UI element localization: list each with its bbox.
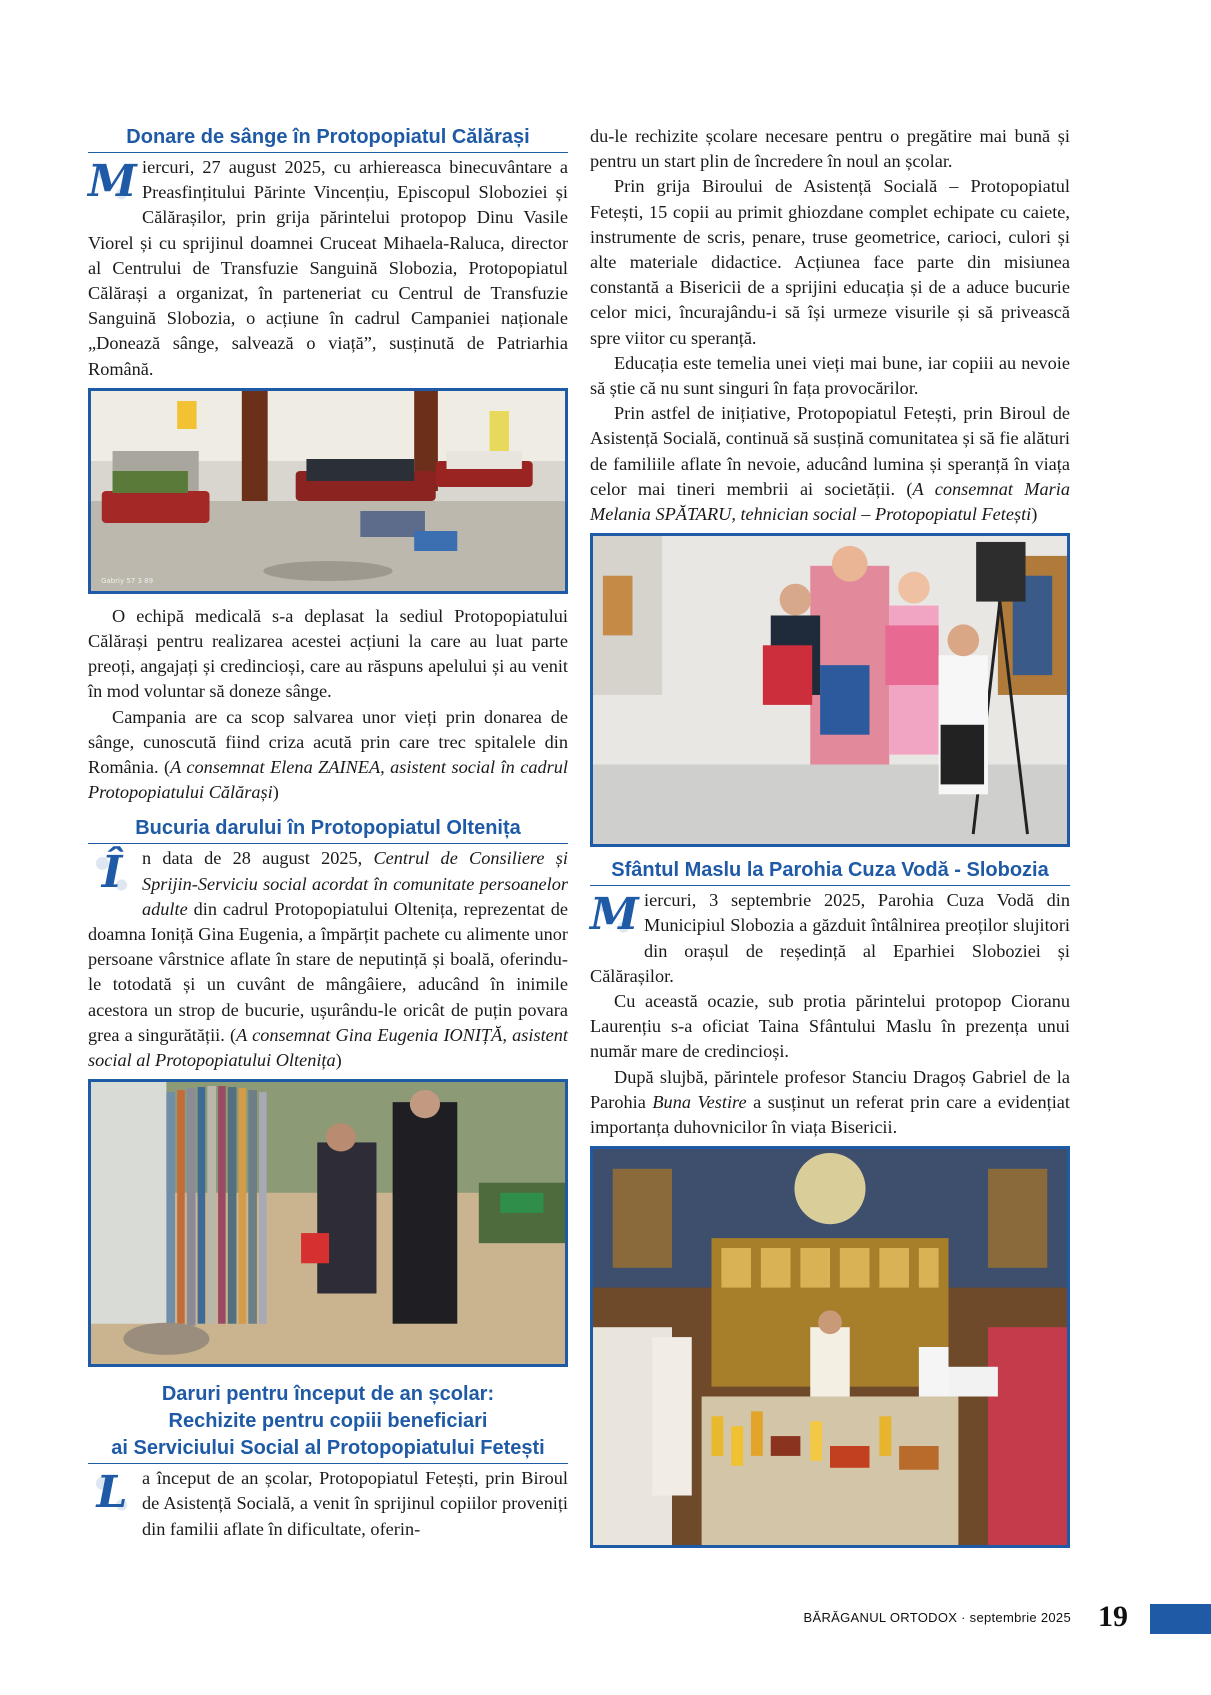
article-title-bucuria: Bucuria darului în Protopopiatul Oltenița <box>88 815 568 844</box>
page-footer <box>0 1600 1211 1634</box>
photo-blood-donation <box>88 388 568 594</box>
article-donare-p2: O echipă medicală s-a deplasat la sediul Protopopiatului Călărași pentru realizarea acestei acțiuni la care au luat parte preoți, angajați și credincioși, care au răspuns apelului și au venit în mod voluntar să doneze sânge. <box>88 605 568 702</box>
article-maslu-p3: După slujbă, părintele profesor Stanciu Dragoș Gabriel de la Parohia Buna Vestire a susținut un referat prin care a evidențiat importanța duhovnicilor în viața Bisericii. <box>590 1066 1070 1138</box>
article-daruri-p3: Educația este temelia unei vieți mai bune, iar copiii au nevoie să știe că nu sunt singuri în fața provocărilor. <box>590 352 1070 399</box>
article-bucuria-body: Î n data de 28 august 2025, Centrul de Consiliere și Sprijin-Serviciu social acordat în comunitate persoanelor adulte din cadrul Protopopiatului Oltenița, reprezentat de doamna Ioniță Gina Eugenia, a împărțit pachete cu alimente unor persoane vârstnice aflate în stare de neputință și boală, oferindu-le totodată și un cuvânt de mângâiere, aducând în inimile acestora un strop de bucurie, ușurându-le oricât de puțin povara grea a singurătății. (A consemnat Gina Eugenia IONIȚĂ, asistent social al Protopopiatului Oltenița) <box>88 847 568 1071</box>
dropcap-letter: M <box>88 156 137 207</box>
right-column <box>590 124 1070 1558</box>
photo-credit: Gabriy 57 3 89 <box>101 576 154 585</box>
article-maslu-p2: Cu această ocazie, sub protia părintelui protopop Cioranu Laurențiu s-a oficiat Taina Sfântului Maslu în prezența unui număr mare de credincioși. <box>590 991 1070 1062</box>
article-daruri-p4: Prin astfel de inițiative, Protopopiatul Fetești, prin Biroul de Asistență Socială, continuă să susțină comunitatea și să fie alături de familiile aflate în nevoie, aducând lumina și speranță în viața celor mai tineri membrii ai societății. (A consemnat Maria Melania SPĂTARU, tehnician social – Protopopiatul Fetești) <box>590 403 1070 525</box>
footer-accent-bar <box>1150 1604 1211 1634</box>
article-donare-intro: M iercuri, 27 august 2025, cu arhiereasca binecuvântare a Preasfințitului Părinte Vincențiu, Episcopul Sloboziei și Călărașilor, prin grija părintelui protopop Dinu Vasile Viorel și cu sprijinul doamnei Cruceat Mihaela-Raluca, director al Centrului de Transfuzie Sanguină Slobozia, Protopopiatul Călărași a organizat, în parteneriat cu Centrul de Transfuzie Sanguină Slobozia, o acțiune în cadrul Campaniei naționale „Donează sânge, salvează o viață”, susținută de Patriarhia Română. <box>88 156 568 379</box>
dropcap-letter: L <box>88 1469 136 1517</box>
dropcap-letter: Î <box>88 849 136 897</box>
photo-food-packages <box>88 1079 568 1367</box>
article-title-sfantul-maslu: Sfântul Maslu la Parohia Cuza Vodă - Slobozia <box>590 857 1070 886</box>
photo-church-service <box>590 1146 1070 1548</box>
photo-school-supplies <box>590 533 1070 847</box>
article-daruri-continued: du-le rechizite școlare necesare pentru o pregătire mai bună și pentru un start plin de încredere în noul an școlar. <box>590 126 1070 172</box>
dropcap-letter: M <box>590 889 639 941</box>
page-number: 19 <box>1098 1600 1128 1633</box>
article-daruri-intro: L a început de an școlar, Protopopiatul Fetești, prin Biroul de Asistență Socială, a venit în sprijinul copiilor proveniți din familii aflate în dificultate, oferin- <box>88 1466 568 1542</box>
article-daruri-p2: Prin grija Biroului de Asistență Socială – Protopopiatul Fetești, 15 copii au primit ghiozdane complet echipate cu caiete, instrumente de scris, penare, truse geometrice, carioci, culori și alte materiale didactice. Acțiunea face parte din misiunea constantă a Bisericii de a sprijini educația și de a aduce bucurie celor mici, încurajându-i să își urmeze visurile și să privească spre viitor cu speranță. <box>590 176 1070 348</box>
magazine-name: BĂRĂGANUL ORTODOX · septembrie 2025 <box>803 1610 1071 1625</box>
article-title-donare: Donare de sânge în Protopopiatul Călărași <box>88 124 568 153</box>
article-maslu-intro: M iercuri, 3 septembrie 2025, Parohia Cuza Vodă din Municipiul Slobozia a găzduit întâlnirea preoților slujitori din orașul de reședință al Eparhiei Sloboziei și Călărașilor. <box>590 889 1070 986</box>
article-title-daruri: Daruri pentru început de an școlar: Rechizite pentru copiii beneficiari ai Serviciului Social al Protopopiatului Fetești <box>88 1381 568 1464</box>
left-column <box>88 124 568 1542</box>
article-donare-p3: Campania are ca scop salvarea unor vieți prin donarea de sânge, cunoscută fiind criza acută prin care trec spitalele din România. (A consemnat Elena ZAINEA, asistent social în cadrul Protopopiatului Călărași) <box>88 706 568 803</box>
